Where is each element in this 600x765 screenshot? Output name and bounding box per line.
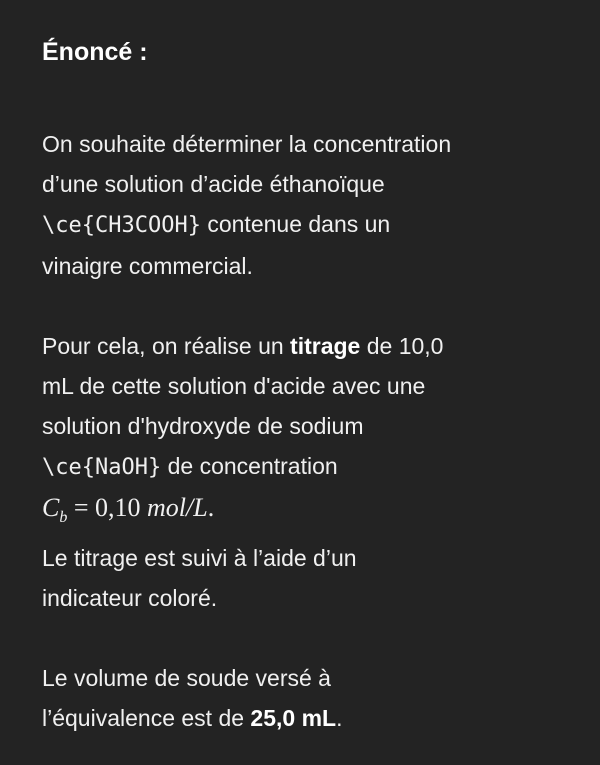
text-line: de concentration xyxy=(161,453,338,479)
concentration-formula xyxy=(42,493,215,527)
text-line: contenue dans un xyxy=(200,211,391,237)
chem-formula-acid: \ce{CH3COOH} xyxy=(42,213,201,238)
math-period: . xyxy=(207,493,215,522)
math-value: 0,10 xyxy=(95,493,148,522)
text-segment: . xyxy=(336,705,343,732)
text-segment: Pour cela, on réalise un xyxy=(42,333,291,359)
keyword-titrage: titrage xyxy=(290,333,361,359)
math-equals: = xyxy=(67,493,96,522)
text-line: Le volume de soude versé à xyxy=(42,665,331,692)
math-unit: mol/L xyxy=(147,493,208,522)
math-variable: C xyxy=(42,493,60,522)
text-segment: l’équivalence est de xyxy=(42,705,251,732)
paragraph-result xyxy=(42,658,558,738)
math-subscript: b xyxy=(59,509,68,527)
paragraph-context xyxy=(42,124,558,286)
text-line: solution d'hydroxyde de sodium xyxy=(42,413,364,439)
statement-title: Énoncé : xyxy=(42,38,148,66)
paragraph-method xyxy=(42,326,558,618)
text-line: mL de cette solution d'acide avec une xyxy=(42,373,426,399)
text-line: indicateur coloré. xyxy=(42,585,218,612)
text-line: vinaigre commercial. xyxy=(42,253,253,279)
text-line: Le titrage est suivi à l’aide d’un xyxy=(42,545,357,572)
text-line: On souhaite déterminer la concentration xyxy=(42,131,452,157)
text-segment: de 10,0 xyxy=(360,333,444,359)
chem-formula-base: \ce{NaOH} xyxy=(42,455,162,480)
equivalence-volume: 25,0 mL xyxy=(250,705,337,732)
text-line: d’une solution d’acide éthanoïque xyxy=(42,171,385,197)
